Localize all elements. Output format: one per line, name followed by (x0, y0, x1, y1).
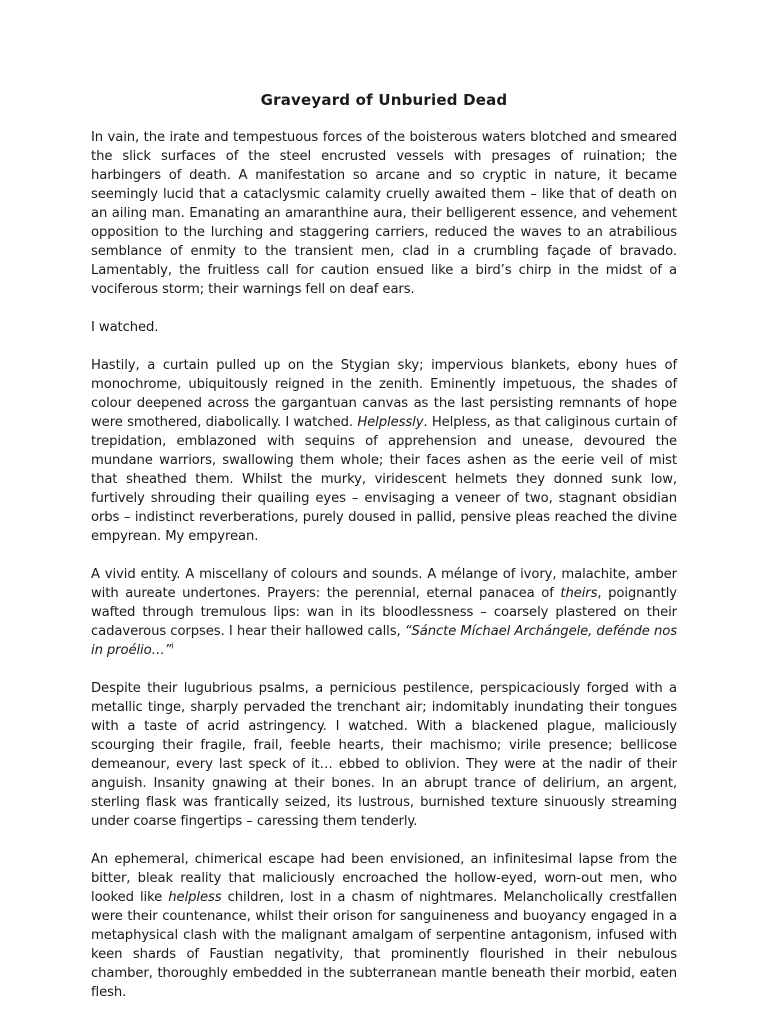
paragraph-6-text-b: children, lost in a chasm of nightmares. Melancholically crestfallen were their countenance, whilst their orison for sanguineness and buoyancy engaged in a metaphysical clash with the malignant amalgam of serpentine antagonism, infused with keen shards of Faustian negativity, that prominently flourished in their nebulous chamber, thoroughly embedded in the subterranean mantle beneath their morbid, eaten flesh. (91, 890, 677, 1000)
paragraph-6-text-a: An ephemeral, chimerical escape had been envisioned, an infinitesimal lapse from the bitter, bleak reality that maliciously encroached the hollow-eyed, worn-out men, who looked like (91, 852, 677, 905)
paragraph-6 (91, 850, 677, 1002)
paragraph-4 (91, 565, 677, 660)
paragraph-4-italic-theirs: theirs (560, 586, 598, 601)
paragraph-3-text-b: . Helpless, as that caliginous curtain of trepidation, emblazoned with sequins of apprehension and unease, devoured the mundane warriors, swallowing them whole; their faces ashen as the eerie veil of mist that sheathed them. Whilst the murky, viridescent helmets they donned sunk low, furtively shrouding their quailing eyes – envisaging a veneer of two, stagnant obsidian orbs – indistinct reverberations, purely doused in pallid, pensive pleas reached the divine empyrean. My empyrean. (91, 415, 677, 544)
paragraph-4-text-a: A vivid entity. A miscellany of colours and sounds. A mélange of ivory, malachite, amber with aureate undertones. Prayers: the perennial, eternal panacea of (91, 567, 677, 601)
document-page (91, 90, 677, 1002)
paragraph-6-italic: helpless (168, 890, 222, 905)
paragraph-2: I watched. (91, 320, 159, 335)
paragraph-3-text-a: Hastily, a curtain pulled up on the Stygian sky; impervious blankets, ebony hues of monochrome, ubiquitously reigned in the zenith. Eminently impetuous, the shades of colour deepened across the gargantuan canvas as the last persisting remnants of hope were smothered, diabolically. I watched. (91, 358, 677, 430)
document-title: Graveyard of Unburied Dead (260, 91, 508, 109)
paragraph-5: Despite their lugubrious psalms, a pernicious pestilence, perspicaciously forged with a metallic tinge, sharply pervaded the trenchant air; indomitably inundating their tongues with a taste of acrid astringency. I watched. With a blackened plague, maliciously scourging their fragile, frail, feeble hearts, their machismo; virile presence; bellicose demeanour, every last speck of it… ebbed to oblivion. They were at the nadir of their anguish. Insanity gnawing at their bones. In an abrupt trance of delirium, an argent, sterling flask was frantically seized, its lustrous, burnished texture sinuously streaming under coarse fingertips – caressing them tenderly. (91, 681, 677, 829)
paragraph-3 (91, 356, 677, 546)
paragraph-1: In vain, the irate and tempestuous forces of the boisterous waters blotched and smeared the slick surfaces of the steel encrusted vessels with presages of ruination; the harbingers of death. A manifestation so arcane and so cryptic in nature, it became seemingly lucid that a cataclysmic calamity cruelly awaited them – like that of death on an ailing man. Emanating an amaranthine aura, their belligerent essence, and vehement opposition to the lurching and staggering carriers, reduced the waves to an atrabilious semblance of enmity to the transient men, clad in a crumbling façade of bravado. Lamentably, the fruitless call for caution ensued like a bird’s chirp in the midst of a vociferous storm; their warnings fell on deaf ears. (91, 130, 677, 297)
footnote-marker[interactable]: i (171, 641, 174, 651)
paragraph-4-latin-prayer: “Sáncte Míchael Archángele, defénde nos in proélio…” (91, 624, 677, 658)
paragraph-4-text-b: , poignantly wafted through tremulous lips: wan in its bloodlessness – coarsely plastered on their cadaverous corpses. I hear their hallowed calls, (91, 586, 677, 639)
paragraph-3-italic: Helplessly (357, 415, 424, 430)
